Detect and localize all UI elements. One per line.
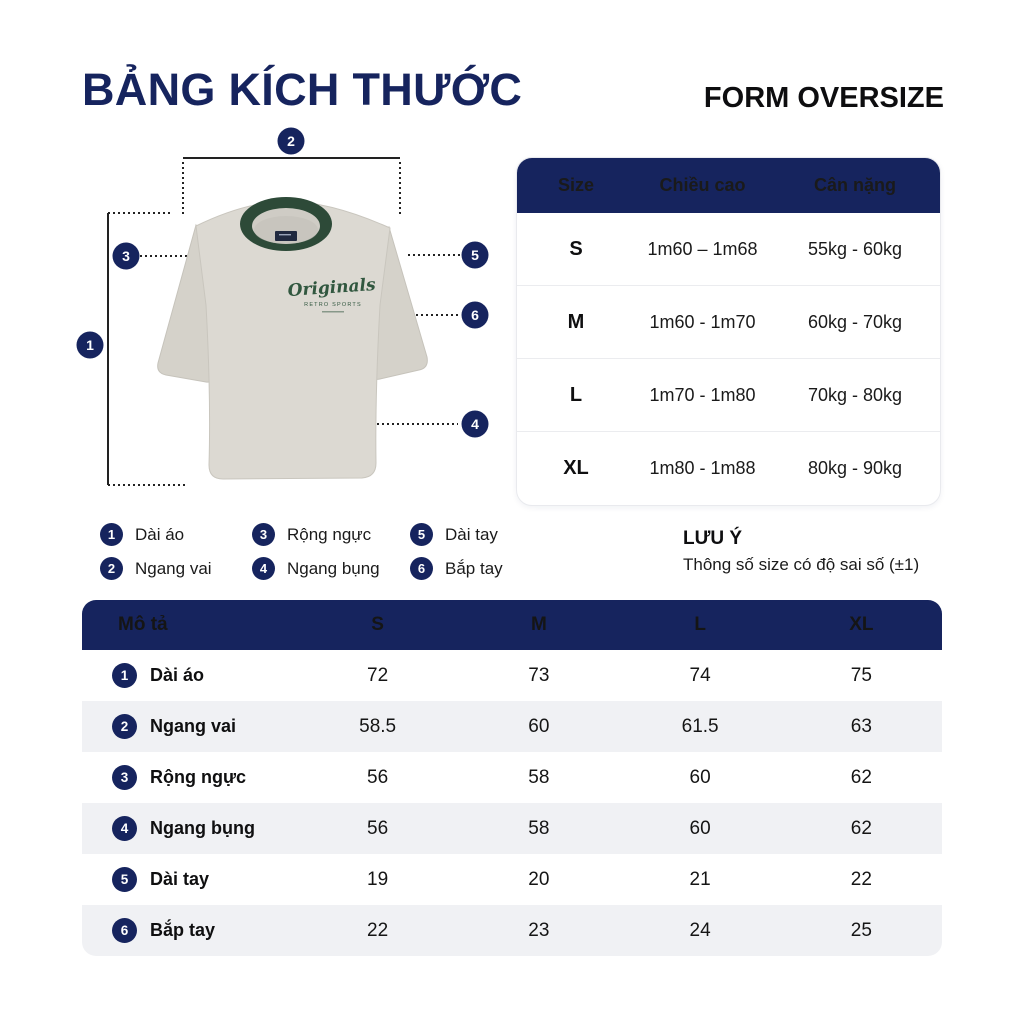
measurement-row xyxy=(82,854,942,905)
value-xl: 25 xyxy=(850,919,872,941)
chest-logo-rule xyxy=(322,311,344,313)
row-number-badge: 4 xyxy=(112,816,137,841)
neck-label-text-line xyxy=(279,234,291,235)
measurement-label-cell xyxy=(82,714,297,739)
marker-6 xyxy=(462,302,489,329)
note-block xyxy=(683,528,919,575)
measurement-legend xyxy=(100,519,503,584)
value-s: 56 xyxy=(367,766,389,788)
marker-2 xyxy=(278,128,305,155)
size-table-row xyxy=(517,286,940,359)
measurement-row xyxy=(82,701,942,752)
legend-label: Bắp tay xyxy=(445,558,503,578)
size-table-header-height: Chiều cao xyxy=(659,175,746,195)
value-l: 24 xyxy=(689,919,711,941)
weight-cell: 60kg - 70kg xyxy=(807,311,903,332)
legend-label: Dài áo xyxy=(135,524,185,544)
legend-label: Ngang vai xyxy=(135,558,212,578)
row-number-badge: 3 xyxy=(112,765,137,790)
value-s: 22 xyxy=(367,919,389,941)
svg-text:2: 2 xyxy=(287,133,295,149)
page-title: BẢNG KÍCH THƯỚC xyxy=(82,64,523,115)
row-number-badge: 6 xyxy=(112,918,137,943)
size-table-header xyxy=(517,158,940,213)
legend-item xyxy=(100,557,252,580)
note-title: LƯU Ý xyxy=(683,528,743,549)
measurement-row xyxy=(82,650,942,701)
tshirt-graphic xyxy=(158,197,428,479)
row-number-badge: 5 xyxy=(112,867,137,892)
measurement-table xyxy=(82,600,942,956)
measurement-table-body xyxy=(82,650,942,956)
legend-label: Rộng ngực xyxy=(287,524,372,544)
value-s: 56 xyxy=(367,817,389,839)
legend-item xyxy=(410,523,503,546)
value-l: 60 xyxy=(689,817,711,839)
marker-4 xyxy=(462,411,489,438)
value-m: 73 xyxy=(528,664,550,686)
legend-label: Dài tay xyxy=(445,524,498,544)
measurement-row xyxy=(82,752,942,803)
height-cell: 1m60 - 1m70 xyxy=(649,311,756,332)
legend-item xyxy=(252,523,410,546)
value-m: 58 xyxy=(528,817,550,839)
value-m: 60 xyxy=(528,715,550,737)
size-table-row xyxy=(517,359,940,432)
svg-text:1: 1 xyxy=(86,337,94,353)
measurement-label-cell xyxy=(82,918,297,943)
tshirt-illustration xyxy=(60,125,510,525)
size-table-row xyxy=(517,213,940,286)
value-m: 20 xyxy=(528,868,550,890)
height-cell: 1m70 - 1m80 xyxy=(649,384,756,405)
mt-header-s: S xyxy=(371,614,384,635)
value-xl: 22 xyxy=(850,868,872,890)
size-cell: L xyxy=(569,383,583,406)
size-table-header-size: Size xyxy=(557,175,595,195)
mt-header-desc: Mô tả xyxy=(118,614,168,635)
legend-number-badge: 6 xyxy=(410,557,433,580)
value-l: 74 xyxy=(689,664,711,686)
height-cell: 1m60 – 1m68 xyxy=(647,238,758,259)
legend-item xyxy=(410,557,503,580)
mt-header-xl: XL xyxy=(849,614,874,635)
value-s: 58.5 xyxy=(359,715,397,737)
mt-header-l: L xyxy=(694,614,706,635)
measurement-table-header xyxy=(82,600,942,650)
svg-text:3: 3 xyxy=(122,248,130,264)
marker-5 xyxy=(462,242,489,269)
neck-label-tag xyxy=(275,231,297,241)
chest-logo-script: Originals xyxy=(287,274,377,302)
tshirt-measurement-diagram xyxy=(60,125,510,525)
measurement-name: Ngang vai xyxy=(150,716,237,736)
value-s: 72 xyxy=(367,664,389,686)
svg-text:4: 4 xyxy=(471,416,479,432)
measurement-name: Dài áo xyxy=(150,665,205,685)
row-number-badge: 1 xyxy=(112,663,137,688)
weight-cell: 70kg - 80kg xyxy=(807,384,903,405)
size-table-header-weight: Cân nặng xyxy=(813,175,896,195)
mt-header-m: M xyxy=(530,614,547,635)
legend-number-badge: 4 xyxy=(252,557,275,580)
value-xl: 75 xyxy=(850,664,872,686)
legend-label: Ngang bụng xyxy=(287,558,380,578)
legend-number-badge: 5 xyxy=(410,523,433,546)
measurement-label-cell xyxy=(82,867,297,892)
measurement-name: Bắp tay xyxy=(150,920,216,940)
weight-cell: 55kg - 60kg xyxy=(807,238,903,259)
size-table-row xyxy=(517,432,940,505)
legend-number-badge: 1 xyxy=(100,523,123,546)
value-l: 60 xyxy=(689,766,711,788)
measurement-row xyxy=(82,803,942,854)
weight-cell: 80kg - 90kg xyxy=(807,458,903,478)
measurement-name: Dài tay xyxy=(150,869,210,889)
value-l: 21 xyxy=(689,868,711,890)
chest-logo-subtext: RETRO SPORTS xyxy=(304,302,362,308)
value-xl: 62 xyxy=(850,766,872,788)
measurement-row xyxy=(82,905,942,956)
value-l: 61.5 xyxy=(681,715,719,737)
legend-number-badge: 3 xyxy=(252,523,275,546)
value-xl: 63 xyxy=(850,715,872,737)
measurement-label-cell xyxy=(82,816,297,841)
legend-number-badge: 2 xyxy=(100,557,123,580)
size-table-body xyxy=(517,213,940,505)
marker-1 xyxy=(77,332,104,359)
row-number-badge: 2 xyxy=(112,714,137,739)
measurement-label-cell xyxy=(82,663,297,688)
size-cell: XL xyxy=(563,457,589,479)
measurement-name: Rộng ngực xyxy=(150,767,247,787)
size-cell: S xyxy=(569,237,583,260)
value-xl: 62 xyxy=(850,817,872,839)
value-m: 58 xyxy=(528,766,550,788)
measurement-label-cell xyxy=(82,765,297,790)
height-cell: 1m80 - 1m88 xyxy=(649,458,756,478)
value-m: 23 xyxy=(528,919,550,941)
size-cell: M xyxy=(567,310,585,333)
form-oversize-label: FORM OVERSIZE xyxy=(703,82,944,114)
svg-text:5: 5 xyxy=(471,247,479,263)
legend-item xyxy=(252,557,410,580)
svg-text:6: 6 xyxy=(471,307,479,323)
measurement-name: Ngang bụng xyxy=(150,818,255,838)
marker-3 xyxy=(113,243,140,270)
value-s: 19 xyxy=(367,868,389,890)
legend-item xyxy=(100,523,252,546)
note-text: Thông số size có độ sai số (±1) xyxy=(683,555,920,574)
size-table xyxy=(516,157,941,506)
